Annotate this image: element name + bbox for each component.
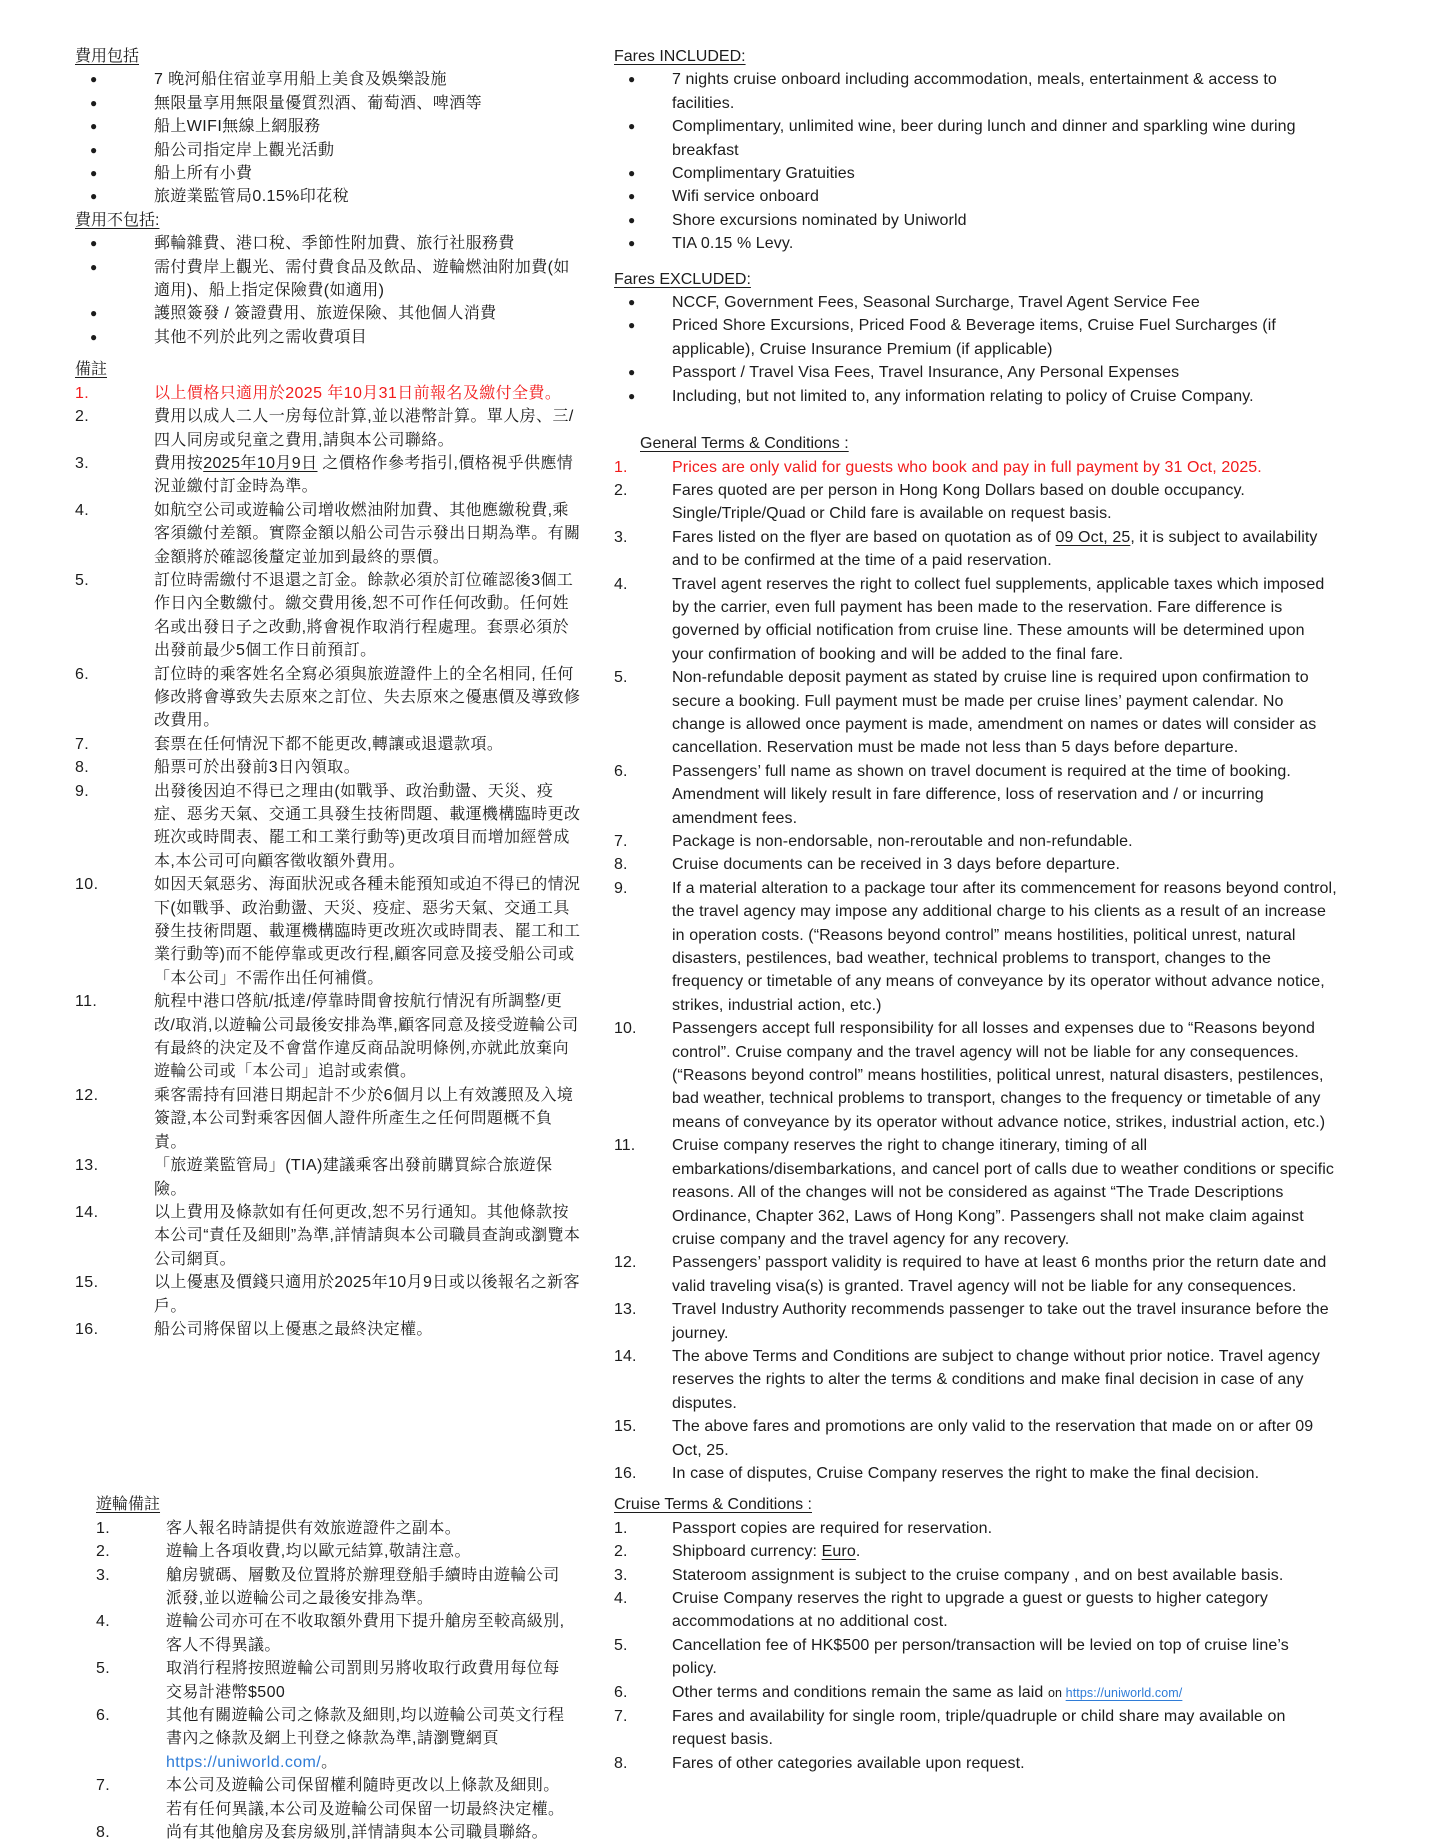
text-run: Wifi service onboard — [672, 188, 819, 206]
item-number: 1. — [96, 1519, 111, 1537]
text-run: 以上費用及條款如有任何更改,恕不另行通知。其他條款按本公司“責任及細則”為準,詳情請與本公司職員查詢或瀏覽本公司網頁。 — [154, 1203, 581, 1268]
numbered-list-item — [614, 573, 1337, 667]
text-run: Passengers accept full responsibility for all losses and expenses due to “Reasons beyond control”. Cruise company and the travel agency will not be liable for any consequences. (“Reasons beyond control” means hostilities, political unrest, natural disasters, pestilences, bad weather, technical problems to transport, changes to the frequency or timetable of any means of conveyance by its operator without advance notice, strikes, industrial action, etc.) — [672, 1020, 1326, 1131]
text-run: 尚有其他艙房及套房級別,詳情請與本公司職員聯絡。 — [166, 1824, 549, 1842]
text-run: 其他有關遊輪公司之條款及細則,均以遊輪公司英文行程書內之條款及網上刊登之條款為準,請瀏覽網頁 — [166, 1707, 565, 1748]
numbered-list-item — [614, 877, 1337, 1017]
text-run: Cruise documents can be received in 3 days before departure. — [672, 856, 1121, 874]
text-run: 乘客需持有回港日期起計不少於6個月以上有效護照及入境簽證,本公司對乘客因個人證件所產生之任何問題概不負責。 — [154, 1086, 574, 1151]
heading-text: Fares INCLUDED: — [614, 48, 746, 65]
item-number: 4. — [75, 501, 90, 519]
bullet-list-item — [614, 68, 1337, 115]
numbered-list-item — [614, 760, 1337, 830]
text-run: 費用按 — [154, 454, 204, 472]
numbered-list-item — [75, 1201, 582, 1271]
text-run: Stateroom assignment is subject to the cruise company , and on best available basis. — [672, 1566, 1284, 1584]
bullet-list-item — [75, 115, 582, 138]
numbered-list-item — [614, 1705, 1337, 1752]
item-number: 1. — [75, 384, 90, 402]
heading-text: 備註 — [75, 361, 108, 379]
numbered-list-item — [614, 666, 1337, 760]
item-number: 8. — [96, 1824, 111, 1842]
bullet-icon: ● — [628, 119, 636, 134]
bullet-icon: ● — [628, 295, 636, 310]
numbered-list-item — [75, 733, 582, 756]
item-number: 16. — [614, 1464, 637, 1482]
bullet-list-item — [614, 185, 1337, 208]
numbered-list-item — [614, 1017, 1337, 1134]
text-run: . — [855, 1543, 861, 1561]
item-number: 5. — [75, 571, 90, 589]
text-run: If a material alteration to a package tour after its commencement for reasons beyond control, the travel agency may impose any additional charge to his clients as a result of an increase in operation costs. (“Reasons beyond control” means hostilities, political unrest, natural disasters, pestilences, bad weather, technical problems to transport, changes to the frequency or timetable of any means of conveyance by its operator without advance notice, strikes, industrial action, etc.) — [672, 879, 1337, 1014]
text-run: 以上價格只適用於2025 年10月31日前報名及繳付全費。 — [154, 384, 562, 402]
bullet-icon: ● — [90, 166, 98, 181]
item-number: 5. — [614, 669, 628, 687]
numbered-list-item — [614, 1517, 1337, 1540]
item-number: 3. — [614, 528, 628, 546]
text-run: 如因天氣惡劣、海面狀況或各種未能預知或迫不得已的情況下(如戰爭、政治動盪、天災、疫症、惡劣天氣、交通工具發生技術問題、載運機構臨時更改班次或時間表、罷工和工業行動等)而不能停靠或更改行程,顧客同意及接受船公司或「本公司」不需作出任何補償。 — [154, 876, 581, 987]
text-run: 需付費岸上觀光、需付費食品及飲品、遊輪燃油附加費(如適用)、船上指定保險費(如適用) — [154, 258, 570, 300]
heading-text: Fares EXCLUDED: — [614, 270, 751, 288]
text-run: 7 晚河船住宿並享用船上美食及娛樂設施 — [154, 71, 447, 89]
fees-included-section — [75, 45, 595, 209]
cruise-notes-heading — [96, 1493, 595, 1516]
notes-heading — [75, 358, 595, 381]
bullet-icon: ● — [628, 318, 636, 333]
numbered-list-item — [75, 569, 582, 663]
text-run: 護照簽發 / 簽證費用、旅遊保險、其他個人消費 — [154, 305, 497, 323]
bullet-icon: ● — [90, 259, 98, 274]
text-run: 客人報名時請提供有效旅遊證件之副本。 — [166, 1519, 462, 1537]
item-number: 2. — [75, 408, 90, 426]
item-number: 13. — [75, 1157, 99, 1175]
english-terms-column — [614, 45, 1354, 1775]
numbered-list-item — [75, 1318, 582, 1341]
text-run: Shore excursions nominated by Uniworld — [672, 211, 967, 229]
item-number: 9. — [75, 782, 90, 800]
text-run: 取消行程將按照遊輪公司罰則另將收取行政費用每位每交易計港幣$500 — [166, 1660, 560, 1701]
text-run: TIA 0.15 % Levy. — [672, 235, 794, 253]
text-run: Fares listed on the flyer are based on quotation as of — [672, 528, 1056, 546]
item-number: 7. — [614, 833, 628, 850]
numbered-list-item — [96, 1540, 568, 1563]
item-number: 9. — [614, 879, 628, 897]
item-number: 4. — [614, 1590, 628, 1607]
bullet-list-item — [614, 314, 1337, 361]
bullet-list-item — [614, 385, 1337, 408]
text-run: 船公司將保留以上優惠之最終決定權。 — [154, 1320, 433, 1338]
text-run: 航程中港口啓航/抵達/停靠時間會按航行情況有所調整/更改/取消,以遊輪公司最後安排為準,顧客同意及接受遊輪公司有最終的決定及不會當作違反商品說明條例,亦就此放棄向遊輪公司或「本公司」追討或索償。 — [154, 993, 579, 1081]
text-run: 如航空公司或遊輪公司增收燃油附加費、其他應繳稅費,乘客須繳付差額。實際金額以船公司告示發出日期為準。有關金額將於確認後釐定並加到最終的票價。 — [154, 501, 581, 566]
numbered-list-item — [614, 1752, 1337, 1775]
general-terms-section — [614, 432, 1354, 1485]
numbered-list-item — [614, 1681, 1337, 1705]
cruise-terms-section — [614, 1493, 1354, 1775]
item-number: 7. — [96, 1777, 111, 1795]
text-run: Prices are only valid for guests who book and pay in full payment by 31 Oct, 2025. — [672, 458, 1262, 476]
numbered-list-item — [614, 1634, 1337, 1681]
text-run: 出發後因迫不得已之理由(如戰爭、政治動盪、天災、疫症、惡劣天氣、交通工具發生技術問題、載運機構臨時更改班次或時間表、罷工和工業行動等)更改項目而增加經營成本,本公司可向顧客徵收額外費用。 — [154, 782, 581, 870]
notes-section — [75, 358, 595, 1341]
numbered-list-item — [614, 1587, 1337, 1634]
bullet-list-item — [75, 326, 582, 349]
text-run: Travel Industry Authority recommends passenger to take out the travel insurance before the journey. — [672, 1301, 1329, 1342]
text-run: 訂位時的乘客姓名全寫必須與旅遊證件上的全名相同, 任何修改將會導致失去原來之訂位、失去原來之優惠價及導致修改費用。 — [154, 665, 581, 730]
text-run: Complimentary Gratuities — [672, 165, 855, 183]
bullet-icon: ● — [628, 212, 636, 227]
item-number: 6. — [75, 665, 90, 683]
item-number: 10. — [75, 876, 99, 894]
text-run: Priced Shore Excursions, Priced Food & Beverage items, Cruise Fuel Surcharges (if applicable), Cruise Insurance Premium (if applicable) — [672, 317, 1276, 358]
numbered-list-item — [96, 1774, 568, 1821]
text-run: 09 Oct, 25 — [1055, 528, 1131, 546]
text-run: 艙房號碼、層數及位置將於辦理登船手續時由遊輪公司派發,並以遊輪公司之最後安排為準。 — [166, 1566, 560, 1607]
item-number: 15. — [614, 1418, 637, 1436]
text-run: In case of disputes, Cruise Company reserves the right to make the final decision. — [672, 1464, 1260, 1482]
text-run: 套票在任何情況下都不能更改,轉讓或退還款項。 — [154, 735, 504, 753]
item-number: 10. — [614, 1020, 637, 1038]
item-number: 11. — [75, 993, 98, 1011]
item-number: 5. — [96, 1660, 111, 1678]
text-run: 其他不列於此列之需收費項目 — [154, 328, 368, 346]
numbered-list-item — [614, 1251, 1337, 1298]
bullet-icon: ● — [628, 72, 636, 87]
numbered-list-item — [96, 1517, 568, 1540]
numbered-list-item — [96, 1610, 568, 1657]
item-number: 4. — [614, 575, 628, 593]
numbered-list-item — [614, 830, 1337, 853]
item-number: 7. — [75, 735, 90, 753]
text-run: Passengers’ passport validity is required to have at least 6 months prior the return date and valid traveling visa(s) is granted. Travel agency will not be liable for any consequences. — [672, 1254, 1327, 1295]
numbered-list-item — [614, 526, 1337, 573]
item-number: 5. — [614, 1636, 628, 1654]
item-number: 8. — [75, 759, 90, 777]
text-run: Shipboard currency: — [672, 1543, 822, 1561]
heading-text: 費用包括 — [75, 48, 140, 65]
bullet-icon: ● — [628, 365, 636, 380]
fares-included-section — [614, 45, 1354, 256]
cruise-terms-heading — [614, 1493, 1354, 1516]
item-number: 14. — [75, 1203, 99, 1221]
bullet-list-item — [614, 115, 1337, 162]
item-number: 2. — [614, 481, 628, 499]
bullet-icon: ● — [90, 306, 98, 321]
text-run: Package is non-endorsable, non-reroutable and non-refundable. — [672, 833, 1133, 850]
numbered-list-item — [614, 456, 1337, 479]
text-run: , it is subject to availability and to be confirmed at the time of a paid reservation. — [672, 528, 1318, 570]
numbered-list-item — [75, 1271, 582, 1318]
item-number: 3. — [96, 1566, 111, 1584]
bullet-list-item — [614, 209, 1337, 232]
text-run: 以上優惠及價錢只適用於2025年10月9日或以後報名之新客戶。 — [154, 1274, 580, 1315]
numbered-list-item — [614, 1298, 1337, 1345]
numbered-list-item — [614, 1415, 1337, 1462]
fees-excluded-heading — [75, 209, 595, 232]
cruise-notes-section — [96, 1493, 595, 1844]
bullet-icon: ● — [90, 72, 98, 87]
fares-included-heading — [614, 45, 1354, 68]
text-run: Non-refundable deposit payment as stated by cruise line is required upon confirmation to secure a booking. Full payment must be made per cruise lines’ payment calendar. No change is allowed once payment is made, amendment on names or dates will consider as cancellation. Reservation must be made not less than 5 days before departure. — [672, 669, 1317, 757]
fees-excluded-section — [75, 209, 595, 349]
bullet-icon: ● — [90, 329, 98, 344]
numbered-list-item — [75, 405, 582, 452]
text-run: Cruise company reserves the right to change itinerary, timing of all embarkations/disembarkations, and cancel port of calls due to weather conditions or specific reasons. All of the changes will not be considered as against “The Trade Descriptions Ordinance, Chapter 362, Laws of Hong Kong”. Passengers shall not make claim against cruise company and the travel agency for any recovery. — [672, 1137, 1334, 1248]
text-run: 本公司及遊輪公司保留權利隨時更改以上條款及細則。若有任何異議,本公司及遊輪公司保留一切最終決定權。 — [166, 1777, 565, 1818]
text-run: The above fares and promotions are only valid to the reservation that made on or after 09 Oct, 25. — [672, 1418, 1314, 1459]
bullet-list-item — [75, 232, 582, 255]
item-number: 7. — [614, 1708, 628, 1726]
text-run: on — [1047, 1685, 1066, 1700]
bullet-list-item — [75, 302, 582, 325]
text-run: Fares of other categories available upon request. — [672, 1754, 1025, 1772]
bullet-icon: ● — [628, 166, 636, 181]
heading-text: 費用不包括: — [75, 211, 160, 229]
text-run: 7 nights cruise onboard including accommodation, meals, entertainment & access to facilities. — [672, 71, 1277, 112]
text-run: 訂位時需繳付不退還之訂金。餘款必須於訂位確認後3個工作日內全數繳付。繳交費用後,恕不可作任何改動。任何姓名或出發日子之改動,將會視作取消行程處理。套票必須於出發前最少5個工作日前預訂。 — [154, 571, 574, 660]
bullet-list-item — [75, 68, 582, 91]
numbered-list-item — [614, 853, 1337, 876]
text-run: Fares and availability for single room, triple/quadruple or child share may available on request basis. — [672, 1708, 1286, 1749]
heading-text: General Terms & Conditions : — [640, 435, 849, 453]
text-run: Cancellation fee of HK$500 per person/transaction will be levied on top of cruise line’s policy. — [672, 1636, 1289, 1678]
text-run: 船上所有小費 — [154, 165, 253, 183]
bullet-icon: ● — [628, 388, 636, 403]
chinese-terms-column — [75, 45, 595, 1844]
numbered-list-item — [96, 1564, 568, 1611]
text-run: 船上WIFI無線上網服務 — [154, 118, 321, 136]
item-number: 2. — [96, 1543, 111, 1561]
numbered-list-item — [614, 1134, 1337, 1251]
item-number: 1. — [614, 1519, 628, 1537]
text-run: Complimentary, unlimited wine, beer during lunch and dinner and sparkling wine during breakfast — [672, 118, 1296, 159]
numbered-list-item — [614, 1345, 1337, 1415]
bullet-list-item — [75, 256, 582, 303]
item-number: 12. — [75, 1086, 99, 1104]
item-number: 12. — [614, 1254, 637, 1272]
text-run: 遊輪公司亦可在不收取額外費用下提升艙房至較高級別,客人不得異議。 — [166, 1613, 565, 1654]
item-number: 8. — [614, 856, 628, 874]
fares-excluded-section — [614, 268, 1354, 408]
text-run: NCCF, Government Fees, Seasonal Surcharge, Travel Agent Service Fee — [672, 294, 1200, 312]
bullet-icon: ● — [628, 236, 636, 251]
text-run: 「旅遊業監管局」(TIA)建議乘客出發前購買綜合旅遊保險。 — [154, 1157, 553, 1198]
numbered-list-item — [75, 499, 582, 569]
numbered-list-item — [75, 990, 582, 1084]
text-run: Passport copies are required for reservation. — [672, 1519, 993, 1537]
bullet-list-item — [614, 361, 1337, 384]
item-number: 3. — [75, 454, 90, 472]
text-run: 遊輪上各項收費,均以歐元結算,敬請注意。 — [166, 1543, 471, 1561]
item-number: 16. — [75, 1320, 99, 1338]
bullet-icon: ● — [90, 236, 98, 251]
text-run: Travel agent reserves the right to collect fuel supplements, applicable taxes which imposed by the carrier, even full payment has been made to the reservation. Fare difference is governed by official notification from cruise line. These amounts will be determined upon your confirmation of booking and will be added to the final fare. — [672, 575, 1325, 663]
bullet-list-item — [75, 92, 582, 115]
item-number: 3. — [614, 1566, 628, 1584]
numbered-list-item — [614, 1564, 1337, 1587]
item-number: 11. — [614, 1137, 636, 1155]
text-run: Fares quoted are per person in Hong Kong Dollars based on double occupancy. Single/Triple/Quad or Child fare is available on request basis. — [672, 481, 1245, 523]
general-terms-heading — [640, 432, 1354, 455]
heading-text: Cruise Terms & Conditions : — [614, 1496, 812, 1514]
text-run: 船票可於出發前3日內領取。 — [154, 759, 361, 777]
item-number: 4. — [96, 1613, 111, 1631]
text-run: Including, but not limited to, any information relating to policy of Cruise Company. — [672, 387, 1254, 405]
heading-text: 遊輪備註 — [96, 1496, 161, 1514]
bullet-icon: ● — [628, 189, 636, 204]
numbered-list-item — [75, 1084, 582, 1154]
bullet-icon: ● — [90, 119, 98, 134]
numbered-list-item — [614, 479, 1337, 526]
bullet-list-item — [614, 232, 1337, 255]
text-run: 船公司指定岸上觀光活動 — [154, 141, 335, 159]
text-run: 無限量享用無限量優質烈酒、葡萄酒、啤酒等 — [154, 94, 483, 112]
bullet-icon: ● — [90, 142, 98, 157]
bullet-icon: ● — [90, 95, 98, 110]
text-run: 。 — [321, 1753, 338, 1771]
bullet-icon: ● — [90, 189, 98, 204]
item-number: 6. — [614, 1683, 628, 1701]
text-run: 費用以成人二人一房每位計算,並以港幣計算。單人房、三/四人同房或兒童之費用,請與本公司聯絡。 — [154, 408, 574, 449]
text-run: 之價格作參考指引,價格視乎供應情況並繳付訂金時為準。 — [154, 454, 574, 496]
numbered-list-item — [96, 1657, 568, 1704]
item-number: 6. — [614, 762, 628, 780]
item-number: 6. — [96, 1707, 111, 1724]
text-run: Cruise Company reserves the right to upgrade a guest or guests to higher category accommodations at no additional cost. — [672, 1590, 1268, 1631]
bullet-list-item — [614, 162, 1337, 185]
bullet-list-item — [75, 162, 582, 185]
text-run: Other terms and conditions remain the same as laid — [672, 1683, 1048, 1701]
bullet-list-item — [614, 291, 1337, 314]
numbered-list-item — [75, 756, 582, 779]
bullet-list-item — [75, 185, 582, 208]
numbered-list-item — [96, 1821, 568, 1844]
numbered-list-item — [75, 873, 582, 990]
item-number: 1. — [614, 458, 628, 476]
numbered-list-item — [614, 1462, 1337, 1485]
item-number: 14. — [614, 1347, 637, 1365]
item-number: 8. — [614, 1754, 628, 1772]
uniworld-link[interactable]: https://uniworld.com/ — [166, 1753, 322, 1771]
numbered-list-item — [75, 1154, 582, 1201]
uniworld-link[interactable]: https://uniworld.com/ — [1065, 1685, 1183, 1700]
numbered-list-item — [75, 663, 582, 733]
text-run: 旅遊業監管局0.15%印花稅 — [154, 188, 349, 206]
text-run: Passengers’ full name as shown on travel document is required at the time of booking. Amendment will likely result in fare difference, loss of reservation and / or incurring amendment fees. — [672, 762, 1291, 827]
text-run: The above Terms and Conditions are subject to change without prior notice. Travel agency reserves the rights to alter the terms & conditions and make final decision in case of any disputes. — [672, 1347, 1320, 1412]
text-run: Passport / Travel Visa Fees, Travel Insurance, Any Personal Expenses — [672, 364, 1180, 382]
fares-excluded-heading — [614, 268, 1354, 291]
item-number: 15. — [75, 1274, 99, 1292]
fees-included-heading — [75, 45, 595, 68]
text-run: 郵輪雜費、港口稅、季節性附加費、旅行社服務費 — [154, 235, 515, 253]
item-number: 13. — [614, 1301, 637, 1319]
bullet-list-item — [75, 139, 582, 162]
numbered-list-item — [96, 1704, 568, 1774]
item-number: 2. — [614, 1543, 628, 1561]
text-run: 2025年10月9日 — [203, 454, 318, 472]
numbered-list-item — [75, 382, 582, 405]
numbered-list-item — [614, 1540, 1337, 1563]
numbered-list-item — [75, 452, 582, 499]
numbered-list-item — [75, 780, 582, 874]
text-run: Euro — [821, 1543, 856, 1561]
